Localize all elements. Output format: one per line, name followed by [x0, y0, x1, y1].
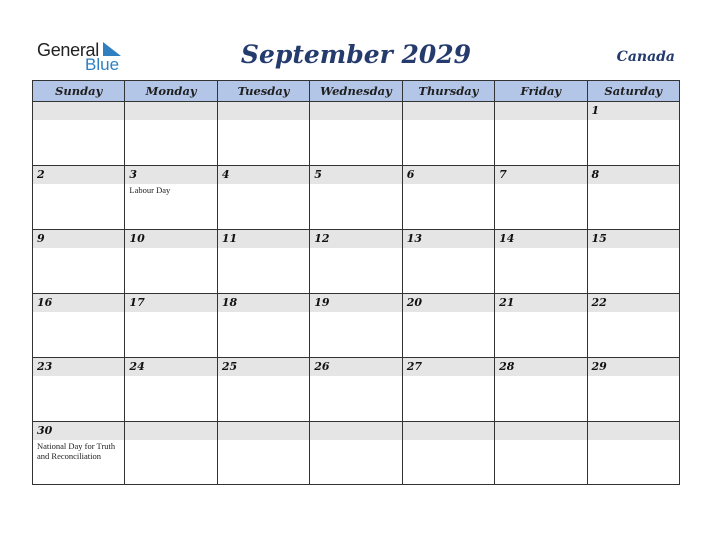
day-number: [33, 102, 124, 120]
day-number: 20: [403, 294, 494, 312]
calendar-grid: [32, 80, 680, 485]
day-cell: [495, 358, 587, 422]
holiday-label: [125, 440, 216, 441]
holiday-label: [588, 312, 679, 313]
day-number: [125, 422, 216, 440]
day-number: 10: [125, 230, 216, 248]
day-cell: [125, 230, 217, 294]
day-cell: [402, 102, 494, 166]
day-cell: [33, 358, 125, 422]
holiday-label: [125, 312, 216, 313]
day-cell: [402, 294, 494, 358]
day-cell: [33, 230, 125, 294]
logo-text-general: General: [37, 40, 99, 60]
day-number: 12: [310, 230, 401, 248]
holiday-label: [33, 184, 124, 185]
day-cell: [402, 358, 494, 422]
day-cell: [217, 422, 309, 485]
day-cell: [33, 422, 125, 485]
day-number: 2: [33, 166, 124, 184]
holiday-label: [495, 312, 586, 313]
day-cell: [587, 422, 679, 485]
day-cell: [495, 294, 587, 358]
week-row: [33, 422, 680, 485]
day-cell: [125, 102, 217, 166]
holiday-label: [495, 120, 586, 121]
day-number: 16: [33, 294, 124, 312]
day-cell: [310, 166, 402, 230]
day-cell: [125, 294, 217, 358]
holiday-label: [588, 184, 679, 185]
weekday-header: Sunday: [33, 81, 125, 102]
holiday-label: [310, 440, 401, 441]
day-number: 14: [495, 230, 586, 248]
holiday-label: [403, 440, 494, 441]
day-number: 23: [33, 358, 124, 376]
holiday-label: [33, 248, 124, 249]
holiday-label: [310, 248, 401, 249]
day-cell: [495, 166, 587, 230]
day-cell: [402, 230, 494, 294]
holiday-label: [125, 248, 216, 249]
holiday-label: [588, 120, 679, 121]
day-number: 19: [310, 294, 401, 312]
holiday-label: [33, 312, 124, 313]
day-number: 9: [33, 230, 124, 248]
holiday-label: [218, 312, 309, 313]
day-number: 15: [588, 230, 679, 248]
week-row: [33, 102, 680, 166]
country-label: Canada: [616, 49, 675, 65]
day-number: 7: [495, 166, 586, 184]
week-row: [33, 230, 680, 294]
holiday-label: [218, 248, 309, 249]
holiday-label: [310, 184, 401, 185]
day-cell: [587, 230, 679, 294]
holiday-label: [310, 376, 401, 377]
day-number: [495, 422, 586, 440]
day-cell: [495, 102, 587, 166]
day-number: [495, 102, 586, 120]
day-number: [403, 102, 494, 120]
holiday-label: [403, 120, 494, 121]
day-cell: [495, 230, 587, 294]
day-cell: [587, 166, 679, 230]
day-number: [218, 422, 309, 440]
day-cell: [310, 294, 402, 358]
day-cell: [125, 358, 217, 422]
holiday-label: National Day for Truth and Reconciliation: [37, 441, 116, 461]
calendar-title: September 2029: [240, 40, 472, 69]
day-number: 4: [218, 166, 309, 184]
day-number: [310, 102, 401, 120]
holiday-label: Labour Day: [129, 185, 171, 195]
day-number: 18: [218, 294, 309, 312]
day-number: 25: [218, 358, 309, 376]
day-number: [218, 102, 309, 120]
holiday-label: [403, 376, 494, 377]
day-cell: [33, 294, 125, 358]
day-cell: [587, 102, 679, 166]
day-number: [310, 422, 401, 440]
holiday-label: [403, 184, 494, 185]
day-cell: [495, 422, 587, 485]
holiday-label: [495, 440, 586, 441]
day-number: [403, 422, 494, 440]
day-number: 24: [125, 358, 216, 376]
day-cell: [310, 358, 402, 422]
weekday-header: Thursday: [402, 81, 494, 102]
holiday-label: [495, 184, 586, 185]
holiday-label: [218, 440, 309, 441]
holiday-label: [218, 120, 309, 121]
holiday-label: [218, 376, 309, 377]
weekday-header-row: [33, 81, 680, 102]
day-number: 1: [588, 102, 679, 120]
day-cell: [33, 102, 125, 166]
holiday-label: [588, 440, 679, 441]
day-cell: [217, 102, 309, 166]
holiday-label: [33, 376, 124, 377]
day-number: 28: [495, 358, 586, 376]
day-cell: [217, 358, 309, 422]
day-number: 3: [125, 166, 216, 184]
day-number: 8: [588, 166, 679, 184]
week-row: [33, 358, 680, 422]
day-number: 5: [310, 166, 401, 184]
holiday-label: [588, 376, 679, 377]
day-cell: [217, 294, 309, 358]
day-number: 26: [310, 358, 401, 376]
holiday-label: [403, 248, 494, 249]
day-number: 11: [218, 230, 309, 248]
weekday-header: Monday: [125, 81, 217, 102]
holiday-label: [495, 376, 586, 377]
day-cell: [402, 166, 494, 230]
day-cell: [125, 166, 217, 230]
day-cell: [33, 166, 125, 230]
day-number: 22: [588, 294, 679, 312]
day-cell: [402, 422, 494, 485]
holiday-label: [403, 312, 494, 313]
day-number: 6: [403, 166, 494, 184]
day-number: 29: [588, 358, 679, 376]
day-number: 21: [495, 294, 586, 312]
holiday-label: [218, 184, 309, 185]
day-cell: [310, 102, 402, 166]
logo-text-blue: Blue: [85, 55, 120, 74]
day-cell: [587, 358, 679, 422]
day-number: 13: [403, 230, 494, 248]
week-row: [33, 294, 680, 358]
day-number: 27: [403, 358, 494, 376]
day-cell: [310, 422, 402, 485]
day-number: 30: [33, 422, 124, 440]
holiday-label: [125, 120, 216, 121]
weekday-header: Tuesday: [217, 81, 309, 102]
holiday-label: [310, 120, 401, 121]
day-cell: [125, 422, 217, 485]
holiday-label: [495, 248, 586, 249]
day-number: [588, 422, 679, 440]
day-number: 17: [125, 294, 216, 312]
weekday-header: Saturday: [587, 81, 679, 102]
holiday-label: [310, 312, 401, 313]
day-cell: [217, 230, 309, 294]
weekday-header: Wednesday: [310, 81, 402, 102]
day-cell: [310, 230, 402, 294]
day-cell: [587, 294, 679, 358]
day-number: [125, 102, 216, 120]
weekday-header: Friday: [495, 81, 587, 102]
week-row: [33, 166, 680, 230]
day-cell: [217, 166, 309, 230]
holiday-label: [125, 376, 216, 377]
holiday-label: [588, 248, 679, 249]
holiday-label: [33, 120, 124, 121]
